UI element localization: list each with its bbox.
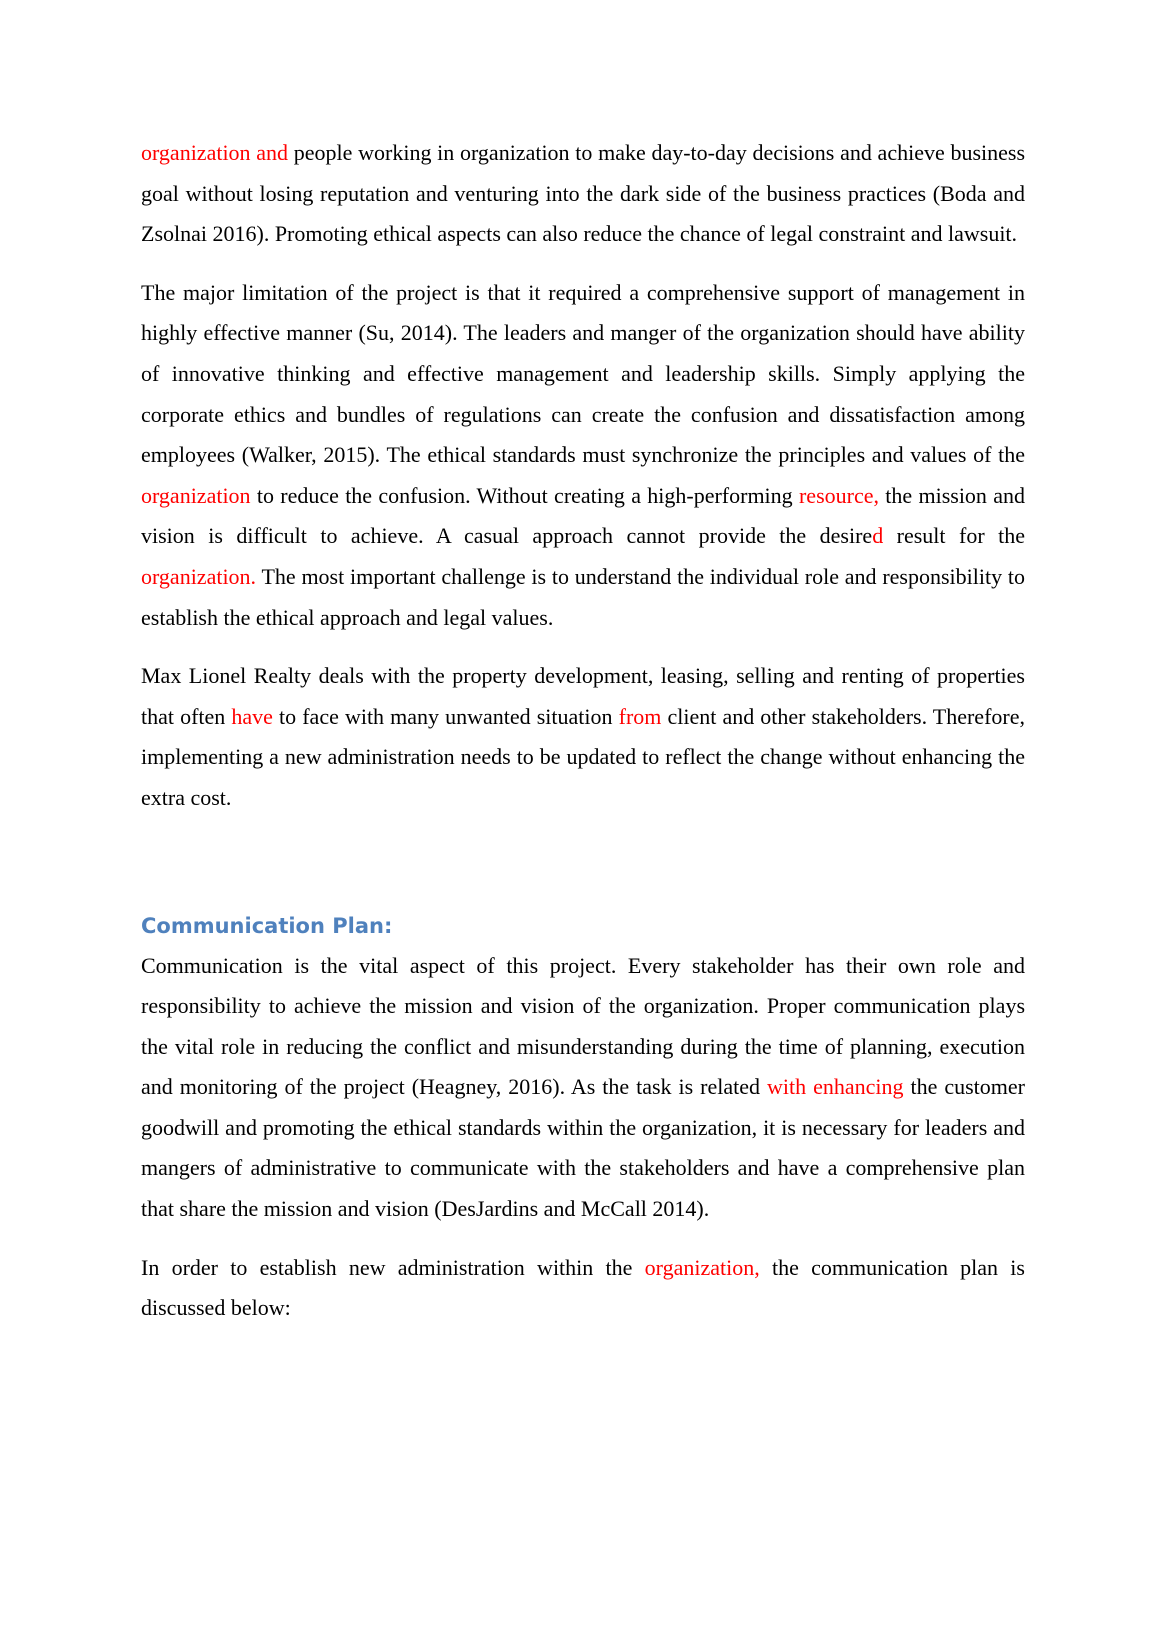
paragraph-p3	[141, 656, 1025, 818]
text-run: In order to establish new administration within the	[141, 1254, 645, 1280]
highlighted-text: organization.	[141, 563, 257, 589]
highlighted-text: d	[872, 523, 884, 549]
text-run: people working in organization to make day-to-day decisions and achieve business goal without losing reputation and venturing into the dark side of the business practices (Boda and Zsolnai 2016). Promoting ethical aspects can also reduce the chance of legal constraint and lawsuit.	[141, 140, 1026, 247]
highlighted-text: organization,	[644, 1254, 760, 1280]
highlighted-text: organization and	[141, 140, 289, 165]
text-run: to reduce the confusion. Without creating a high-performing	[250, 482, 799, 508]
highlighted-text: from	[618, 703, 662, 729]
text-run: the customer goodwill and promoting the ethical standards within the organization, it is necessary for leaders and mangers of administrative to communicate with the stakeholders and have a comprehensive plan that share the mission and vision (DesJardins and McCall 2014).	[141, 1074, 1025, 1222]
section-heading: Communication Plan:	[141, 913, 393, 938]
text-run: to face with many unwanted situation	[272, 703, 619, 729]
body-section-bottom	[141, 946, 1025, 1329]
paragraph-p1	[141, 133, 1025, 255]
highlighted-text: have	[231, 703, 273, 729]
text-run: The most important challenge is to understand the individual role and responsibility to establish the ethical approach and legal values.	[141, 563, 1025, 630]
document-page	[141, 133, 1025, 1329]
text-run: Max Lionel Realty deals with the property development, leasing, selling and renting of properties that often	[141, 663, 1025, 729]
text-run: The major limitation of the project is that it required a comprehensive support of management in highly effective manner (Su, 2014). The leaders and manger of the organization should have ability of innovative thinking and effective management and leadership skills. Simply applying the corporate ethics and bundles of regulations can create the confusion and dissatisfaction among employees (Walker, 2015). The ethical standards must synchronize the principles and values of the	[141, 279, 1025, 468]
highlighted-text: organization	[141, 482, 251, 508]
text-run: Communication is the vital aspect of this project. Every stakeholder has their own role and responsibility to achieve the mission and vision of the organization. Proper communication plays the vital role in reducing the conflict and misunderstanding during the time of planning, execution and monitoring of the project (Heagney, 2016). As the task is related	[141, 952, 1025, 1100]
highlighted-text: with enhancing	[767, 1074, 904, 1100]
text-run: the communication plan is discussed below:	[141, 1254, 1025, 1321]
text-run: the mission and vision is difficult to achieve. A casual approach cannot provide the desire	[141, 482, 1026, 549]
highlighted-text: resource,	[798, 482, 879, 508]
text-run: client and other stakeholders. Therefore, implementing a new administration needs to be updated to reflect the change without enhancing the extra cost.	[141, 703, 1025, 810]
paragraph-p4	[141, 946, 1025, 1230]
body-section-top	[141, 133, 1025, 819]
paragraph-p2	[141, 273, 1025, 638]
paragraph-p5	[141, 1248, 1025, 1329]
text-run: result for the	[883, 523, 1026, 549]
